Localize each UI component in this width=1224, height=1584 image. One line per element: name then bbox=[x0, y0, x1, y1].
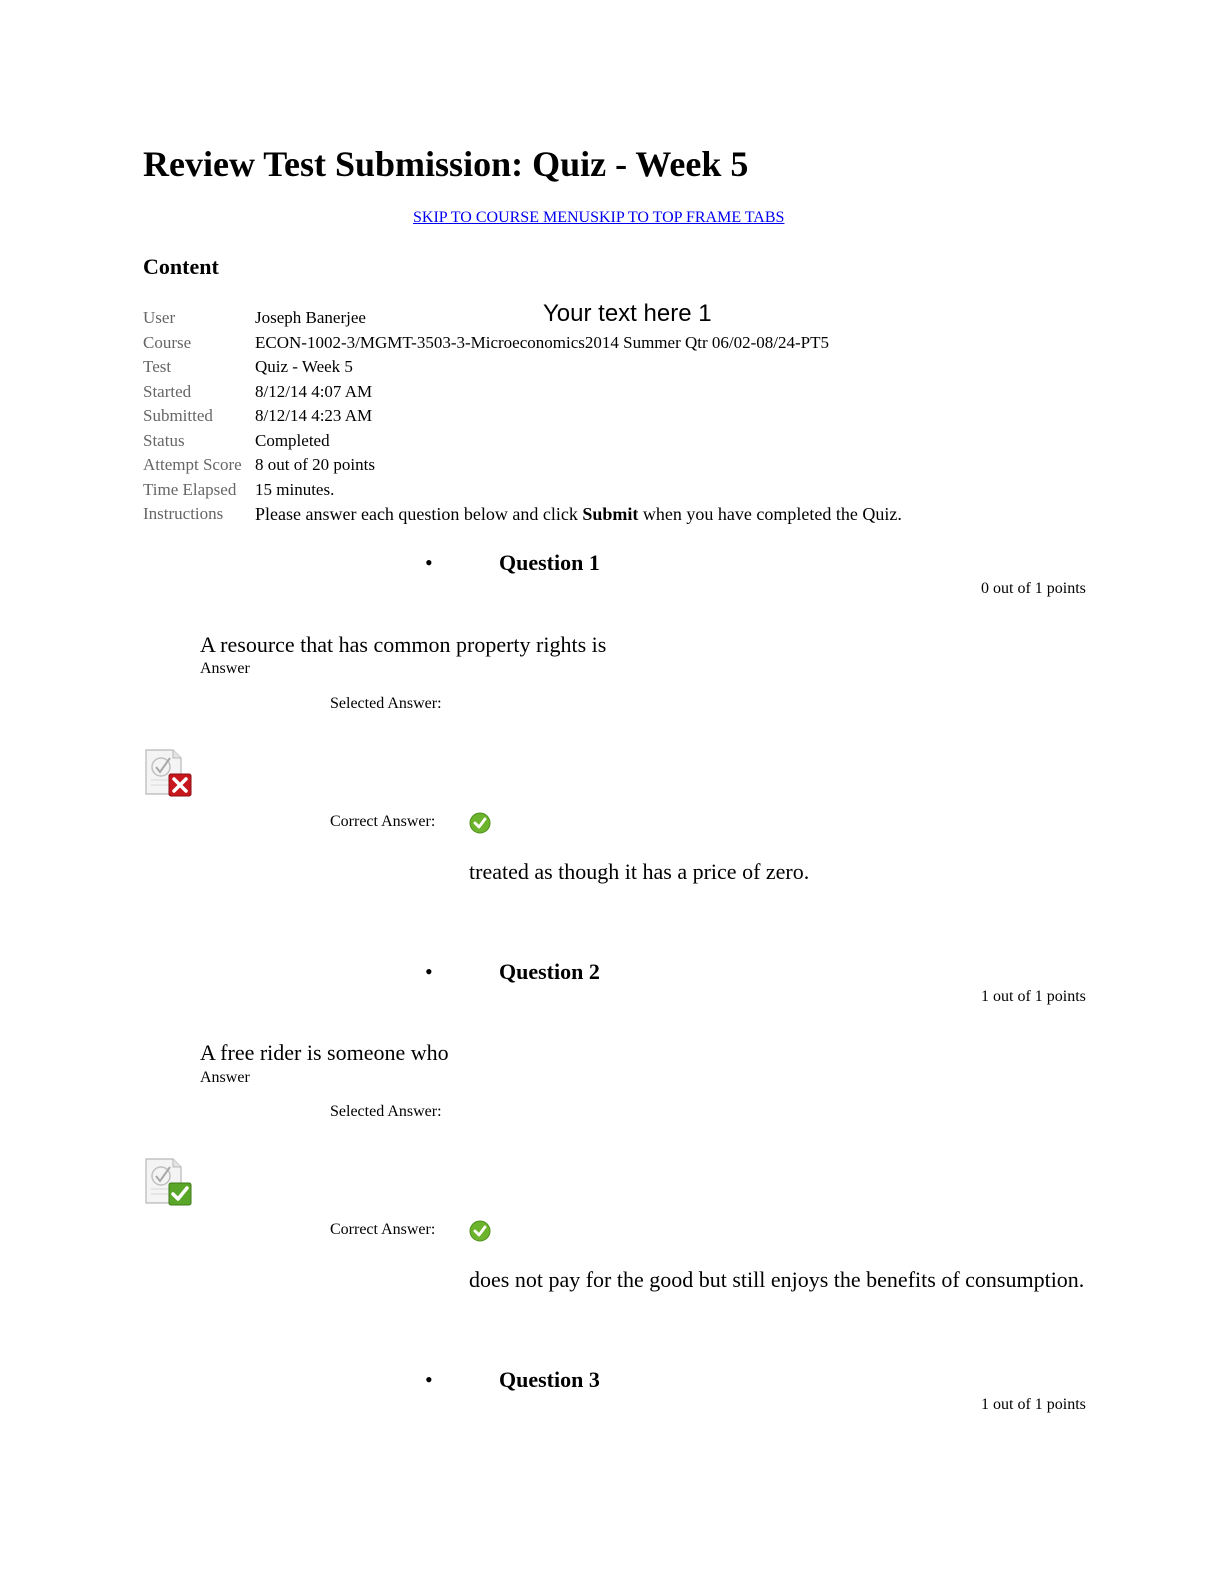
info-label: Course bbox=[143, 332, 192, 352]
info-label: Instructions bbox=[143, 504, 224, 523]
question-1-correct-answer: treated as though it has a price of zero. bbox=[469, 859, 810, 884]
info-label: User bbox=[143, 308, 176, 327]
question-3-title: Question 3 bbox=[499, 1367, 600, 1392]
info-value: Joseph Banerjee bbox=[255, 308, 366, 327]
skip-links bbox=[413, 209, 784, 227]
correct-answer-label: Correct Answer: bbox=[330, 1221, 436, 1238]
info-value: ECON-1002-3/MGMT-3503-3-Microeconomics2014 Summer Qtr 06/02-08/24-PT5 bbox=[255, 332, 830, 352]
info-row-attempt-score bbox=[143, 453, 902, 478]
page-title: Review Test Submission: Quiz - Week 5 bbox=[143, 144, 749, 184]
skip-to-course-menu-link[interactable]: SKIP TO COURSE MENU bbox=[413, 209, 591, 226]
instructions-submit-bold: Submit bbox=[582, 504, 639, 524]
info-value: 8/12/14 4:07 AM bbox=[255, 381, 373, 401]
answer-label: Answer bbox=[200, 1069, 250, 1086]
info-value: 8/12/14 4:23 AM bbox=[255, 406, 373, 425]
question-1-points: 0 out of 1 points bbox=[981, 580, 1086, 597]
instructions-text: when you have completed the Quiz. bbox=[638, 504, 902, 524]
info-row-test bbox=[143, 355, 902, 380]
question-2-text: A free rider is someone who bbox=[200, 1040, 449, 1065]
info-label: Time Elapsed bbox=[143, 479, 237, 499]
correct-icon bbox=[143, 1157, 193, 1207]
info-label: Submitted bbox=[143, 406, 213, 425]
bullet: • bbox=[425, 550, 433, 575]
bullet: • bbox=[425, 1367, 433, 1392]
question-1-title: Question 1 bbox=[499, 550, 600, 575]
submission-info-table bbox=[143, 306, 902, 527]
info-row-status bbox=[143, 429, 902, 454]
instructions-text: Please answer each question below and click bbox=[255, 504, 583, 524]
info-label: Attempt Score bbox=[143, 455, 242, 474]
info-value: Quiz - Week 5 bbox=[255, 357, 353, 376]
question-2-points: 1 out of 1 points bbox=[981, 988, 1086, 1005]
answer-label: Answer bbox=[200, 660, 250, 677]
correct-answer-label: Correct Answer: bbox=[330, 813, 436, 830]
question-1-text: A resource that has common property rights is bbox=[200, 632, 607, 657]
info-row-submitted bbox=[143, 404, 902, 429]
info-label: Status bbox=[143, 430, 185, 450]
question-2-correct-answer: does not pay for the good but still enjoys the benefits of consumption. bbox=[469, 1267, 1085, 1292]
bullet: • bbox=[425, 959, 433, 984]
question-3-points: 1 out of 1 points bbox=[981, 1396, 1086, 1413]
info-value: Completed bbox=[255, 430, 330, 450]
info-label: Started bbox=[143, 381, 192, 401]
check-icon bbox=[469, 812, 491, 834]
overlay-text: Your text here 1 bbox=[543, 300, 712, 327]
info-label: Test bbox=[143, 357, 172, 376]
info-value: 15 minutes. bbox=[255, 479, 335, 499]
check-icon bbox=[469, 1220, 491, 1242]
info-row-course bbox=[143, 331, 902, 356]
skip-to-top-frame-tabs-link[interactable]: SKIP TO TOP FRAME TABS bbox=[590, 209, 785, 226]
info-row-time-elapsed bbox=[143, 478, 902, 503]
content-heading: Content bbox=[143, 254, 219, 279]
info-value: 8 out of 20 points bbox=[255, 455, 375, 474]
info-row-user bbox=[143, 306, 902, 331]
incorrect-icon bbox=[143, 748, 193, 798]
selected-answer-label: Selected Answer: bbox=[330, 695, 442, 712]
question-2-title: Question 2 bbox=[499, 959, 600, 984]
info-value bbox=[255, 502, 902, 527]
selected-answer-label: Selected Answer: bbox=[330, 1103, 442, 1120]
info-row-started bbox=[143, 380, 902, 405]
info-row-instructions bbox=[143, 502, 902, 527]
